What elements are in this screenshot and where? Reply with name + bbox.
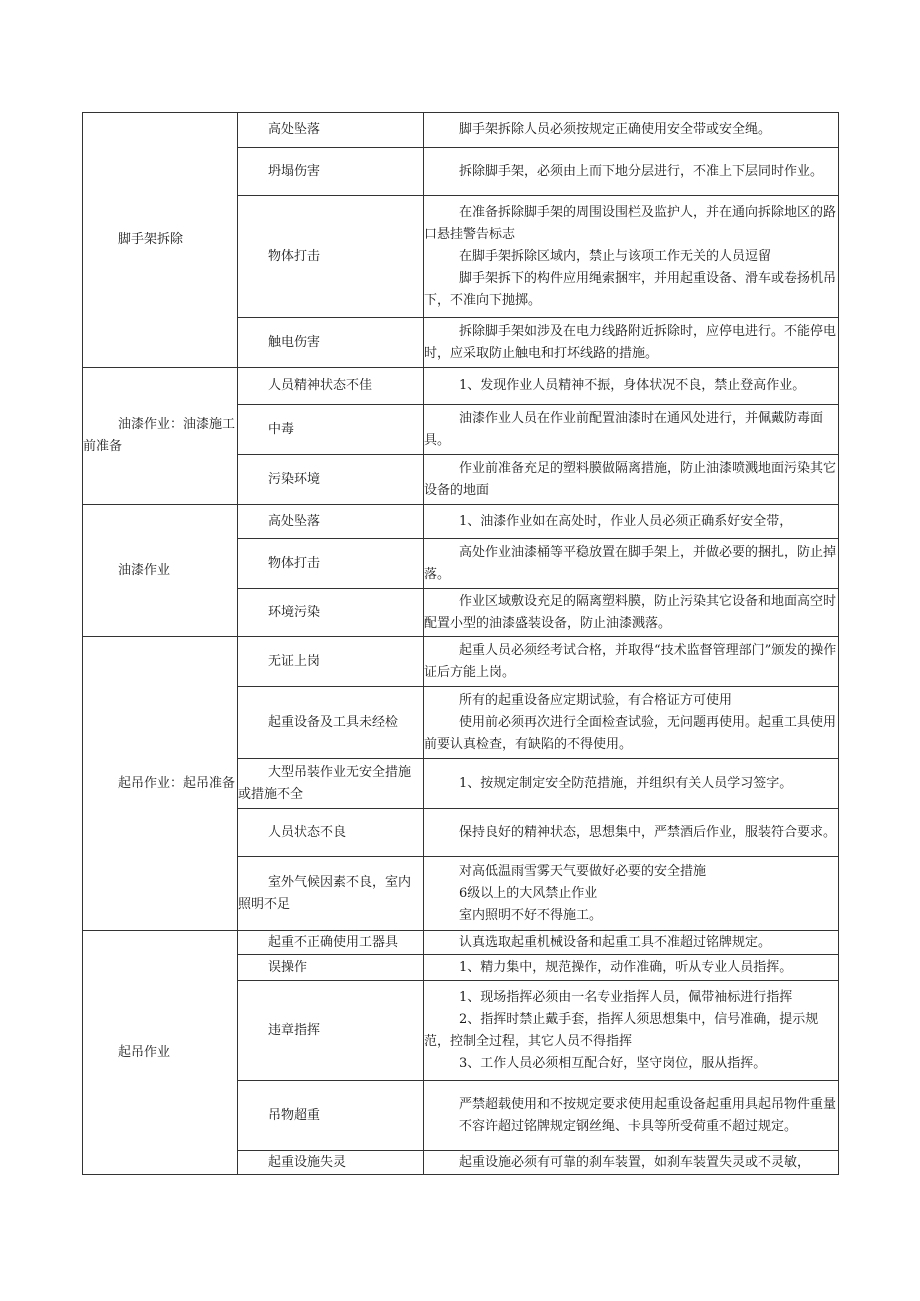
measure-text: 认真选取起重机械设备和起重工具不准超过铭牌规定。 xyxy=(459,934,772,950)
hazard-cell xyxy=(238,981,424,1081)
table-row xyxy=(83,505,839,539)
hazard-label: 坍塌伤害 xyxy=(268,163,321,179)
measure-text: 在脚手架拆除区域内，禁止与该项工作无关的人员逗留 xyxy=(459,248,772,264)
table-body xyxy=(83,113,839,1175)
hazard-label: 违章指挥 xyxy=(268,1022,321,1038)
hazard-cell xyxy=(238,759,424,809)
measures-cell xyxy=(424,113,839,148)
hazard-label: 物体打击 xyxy=(268,555,321,571)
measure-text: 起重人员必须经考试合格，并取得“技术监督管理部门”颁发的操作证后方能上岗。 xyxy=(424,642,837,680)
measure-text: 保持良好的精神状态，思想集中，严禁酒后作业，服装符合要求。 xyxy=(459,824,837,840)
measure-text: 拆除脚手架如涉及在电力线路附近拆除时，应停电进行。不能停电时，应采取防止触电和打坏线路的措施。 xyxy=(424,323,837,361)
measure-text: 脚手架拆下的构件应用绳索捆牢，并用起重设备、滑车或卷扬机吊下，不准向下抛掷。 xyxy=(424,270,837,308)
hazard-cell xyxy=(238,1151,424,1175)
hazard-cell xyxy=(238,368,424,405)
measure-text: 在准备拆除脚手架的周围设围栏及监护人，并在通向拆除地区的路口悬挂警告标志 xyxy=(424,204,837,242)
measure-text: 所有的起重设备应定期试验，有合格证方可使用 xyxy=(459,692,733,708)
measures-cell xyxy=(424,368,839,405)
hazard-label: 起重不正确使用工器具 xyxy=(268,934,399,950)
measure-text: 油漆作业人员在作业前配置油漆时在通风处进行，并佩戴防毒面具。 xyxy=(424,410,824,448)
measures-cell xyxy=(424,405,839,455)
measures-cell xyxy=(424,318,839,368)
measures-cell xyxy=(424,931,839,955)
hazard-label: 高处坠落 xyxy=(268,513,321,529)
hazard-cell xyxy=(238,148,424,196)
measure-text: 高处作业油漆桶等平稳放置在脚手架上，并做必要的捆扎，防止掉落。 xyxy=(424,544,837,582)
measure-text: 作业区域敷设充足的隔离塑料膜，防止污染其它设备和地面高空时配置小型的油漆盛装设备，防止油漆溅落。 xyxy=(424,593,837,631)
hazard-label: 环境污染 xyxy=(268,604,321,620)
hazard-cell xyxy=(238,196,424,318)
measures-cell xyxy=(424,809,839,857)
hazard-cell xyxy=(238,809,424,857)
measures-cell xyxy=(424,589,839,637)
table-row xyxy=(83,931,839,955)
hazard-cell xyxy=(238,455,424,505)
category-cell xyxy=(83,505,238,637)
measures-cell xyxy=(424,539,839,589)
hazard-cell xyxy=(238,318,424,368)
hazard-cell xyxy=(238,505,424,539)
measures-cell xyxy=(424,1151,839,1175)
measure-text: 严禁超载使用和不按规定要求使用起重设备起重用具起吊物件重量不容许超过铭牌规定钢丝绳、卡具等所受荷重不超过规定。 xyxy=(459,1096,837,1134)
table-row xyxy=(83,637,839,687)
measures-cell xyxy=(424,455,839,505)
measures-cell xyxy=(424,148,839,196)
measure-text: 使用前必须再次进行全面检查试验，无问题再使用。起重工具使用前要认真检查，有缺陷的不得使用。 xyxy=(424,714,837,752)
hazard-label: 室外气候因素不良，室内照明不足 xyxy=(238,874,412,912)
hazard-cell xyxy=(238,931,424,955)
measure-text: 拆除脚手架，必须由上而下地分层进行，不准上下层同时作业。 xyxy=(459,163,824,179)
hazard-cell xyxy=(238,857,424,931)
measure-text: 室内照明不好不得施工。 xyxy=(459,907,603,923)
hazard-cell xyxy=(238,539,424,589)
table-row xyxy=(83,113,839,148)
measure-text: 起重设施必须有可靠的刹车装置，如刹车装置失灵或不灵敏， xyxy=(459,1154,811,1170)
measures-cell xyxy=(424,759,839,809)
hazard-label: 误操作 xyxy=(268,959,308,975)
measure-text: 3、工作人员必须相互配合好，坚守岗位，服从指挥。 xyxy=(459,1055,767,1071)
hazard-label: 人员状态不良 xyxy=(268,824,347,840)
measure-text: 脚手架拆除人员必须按规定正确使用安全带或安全绳。 xyxy=(459,122,772,137)
measure-text: 1、现场指挥必须由一名专业指挥人员，佩带袖标进行指挥 xyxy=(459,989,793,1005)
measures-cell xyxy=(424,196,839,318)
hazard-label: 起重设施失灵 xyxy=(268,1154,347,1170)
hazard-cell xyxy=(238,1081,424,1151)
category-label: 起吊作业 xyxy=(118,1044,171,1060)
hazard-label: 物体打击 xyxy=(268,248,321,264)
measures-cell xyxy=(424,981,839,1081)
measure-text: 1、油漆作业如在高处时，作业人员必须正确系好安全带， xyxy=(459,513,793,529)
safety-measures-table xyxy=(82,112,839,1175)
hazard-label: 污染环境 xyxy=(268,471,321,487)
category-label: 脚手架拆除 xyxy=(118,232,184,247)
measures-cell xyxy=(424,505,839,539)
hazard-cell xyxy=(238,955,424,981)
hazard-cell xyxy=(238,113,424,148)
hazard-label: 高处坠落 xyxy=(268,122,321,137)
hazard-label: 大型吊装作业无安全措施或措施不全 xyxy=(238,764,412,802)
hazard-label: 中毒 xyxy=(268,421,295,437)
measures-cell xyxy=(424,1081,839,1151)
measure-text: 作业前准备充足的塑料膜做隔离措施，防止油漆喷溅地面污染其它设备的地面 xyxy=(424,460,837,498)
hazard-label: 吊物超重 xyxy=(268,1107,321,1123)
measures-cell xyxy=(424,637,839,687)
measure-text: 对高低温雨雪雾天气要做好必要的安全措施 xyxy=(459,863,707,879)
hazard-label: 无证上岗 xyxy=(268,653,321,669)
hazard-label: 人员精神状态不佳 xyxy=(268,378,373,393)
category-cell xyxy=(83,113,238,368)
hazard-cell xyxy=(238,405,424,455)
hazard-label: 触电伤害 xyxy=(268,334,321,350)
measure-text: 1、精力集中，规范操作，动作准确，听从专业人员指挥。 xyxy=(459,959,793,975)
measures-cell xyxy=(424,857,839,931)
hazard-label: 起重设备及工具未经检 xyxy=(268,714,399,730)
hazard-cell xyxy=(238,637,424,687)
measure-text: 1、发现作业人员精神不振，身体状况不良，禁止登高作业。 xyxy=(459,378,806,393)
hazard-cell xyxy=(238,589,424,637)
measures-cell xyxy=(424,687,839,759)
measures-cell xyxy=(424,955,839,981)
category-cell xyxy=(83,931,238,1175)
table-row xyxy=(83,368,839,405)
category-label: 油漆作业 xyxy=(118,562,171,578)
category-label: 油漆作业：油漆施工前准备 xyxy=(83,417,236,454)
category-cell xyxy=(83,368,238,505)
category-cell xyxy=(83,637,238,931)
measure-text: 2、指挥时禁止戴手套，指挥人须思想集中，信号准确，提示规范，控制全过程，其它人员不得指挥 xyxy=(424,1011,819,1049)
category-label: 起吊作业：起吊准备 xyxy=(118,775,236,791)
measure-text: 1、按规定制定安全防范措施，并组织有关人员学习签字。 xyxy=(459,775,793,791)
hazard-cell xyxy=(238,687,424,759)
measure-text: 6级以上的大风禁止作业 xyxy=(459,885,598,901)
